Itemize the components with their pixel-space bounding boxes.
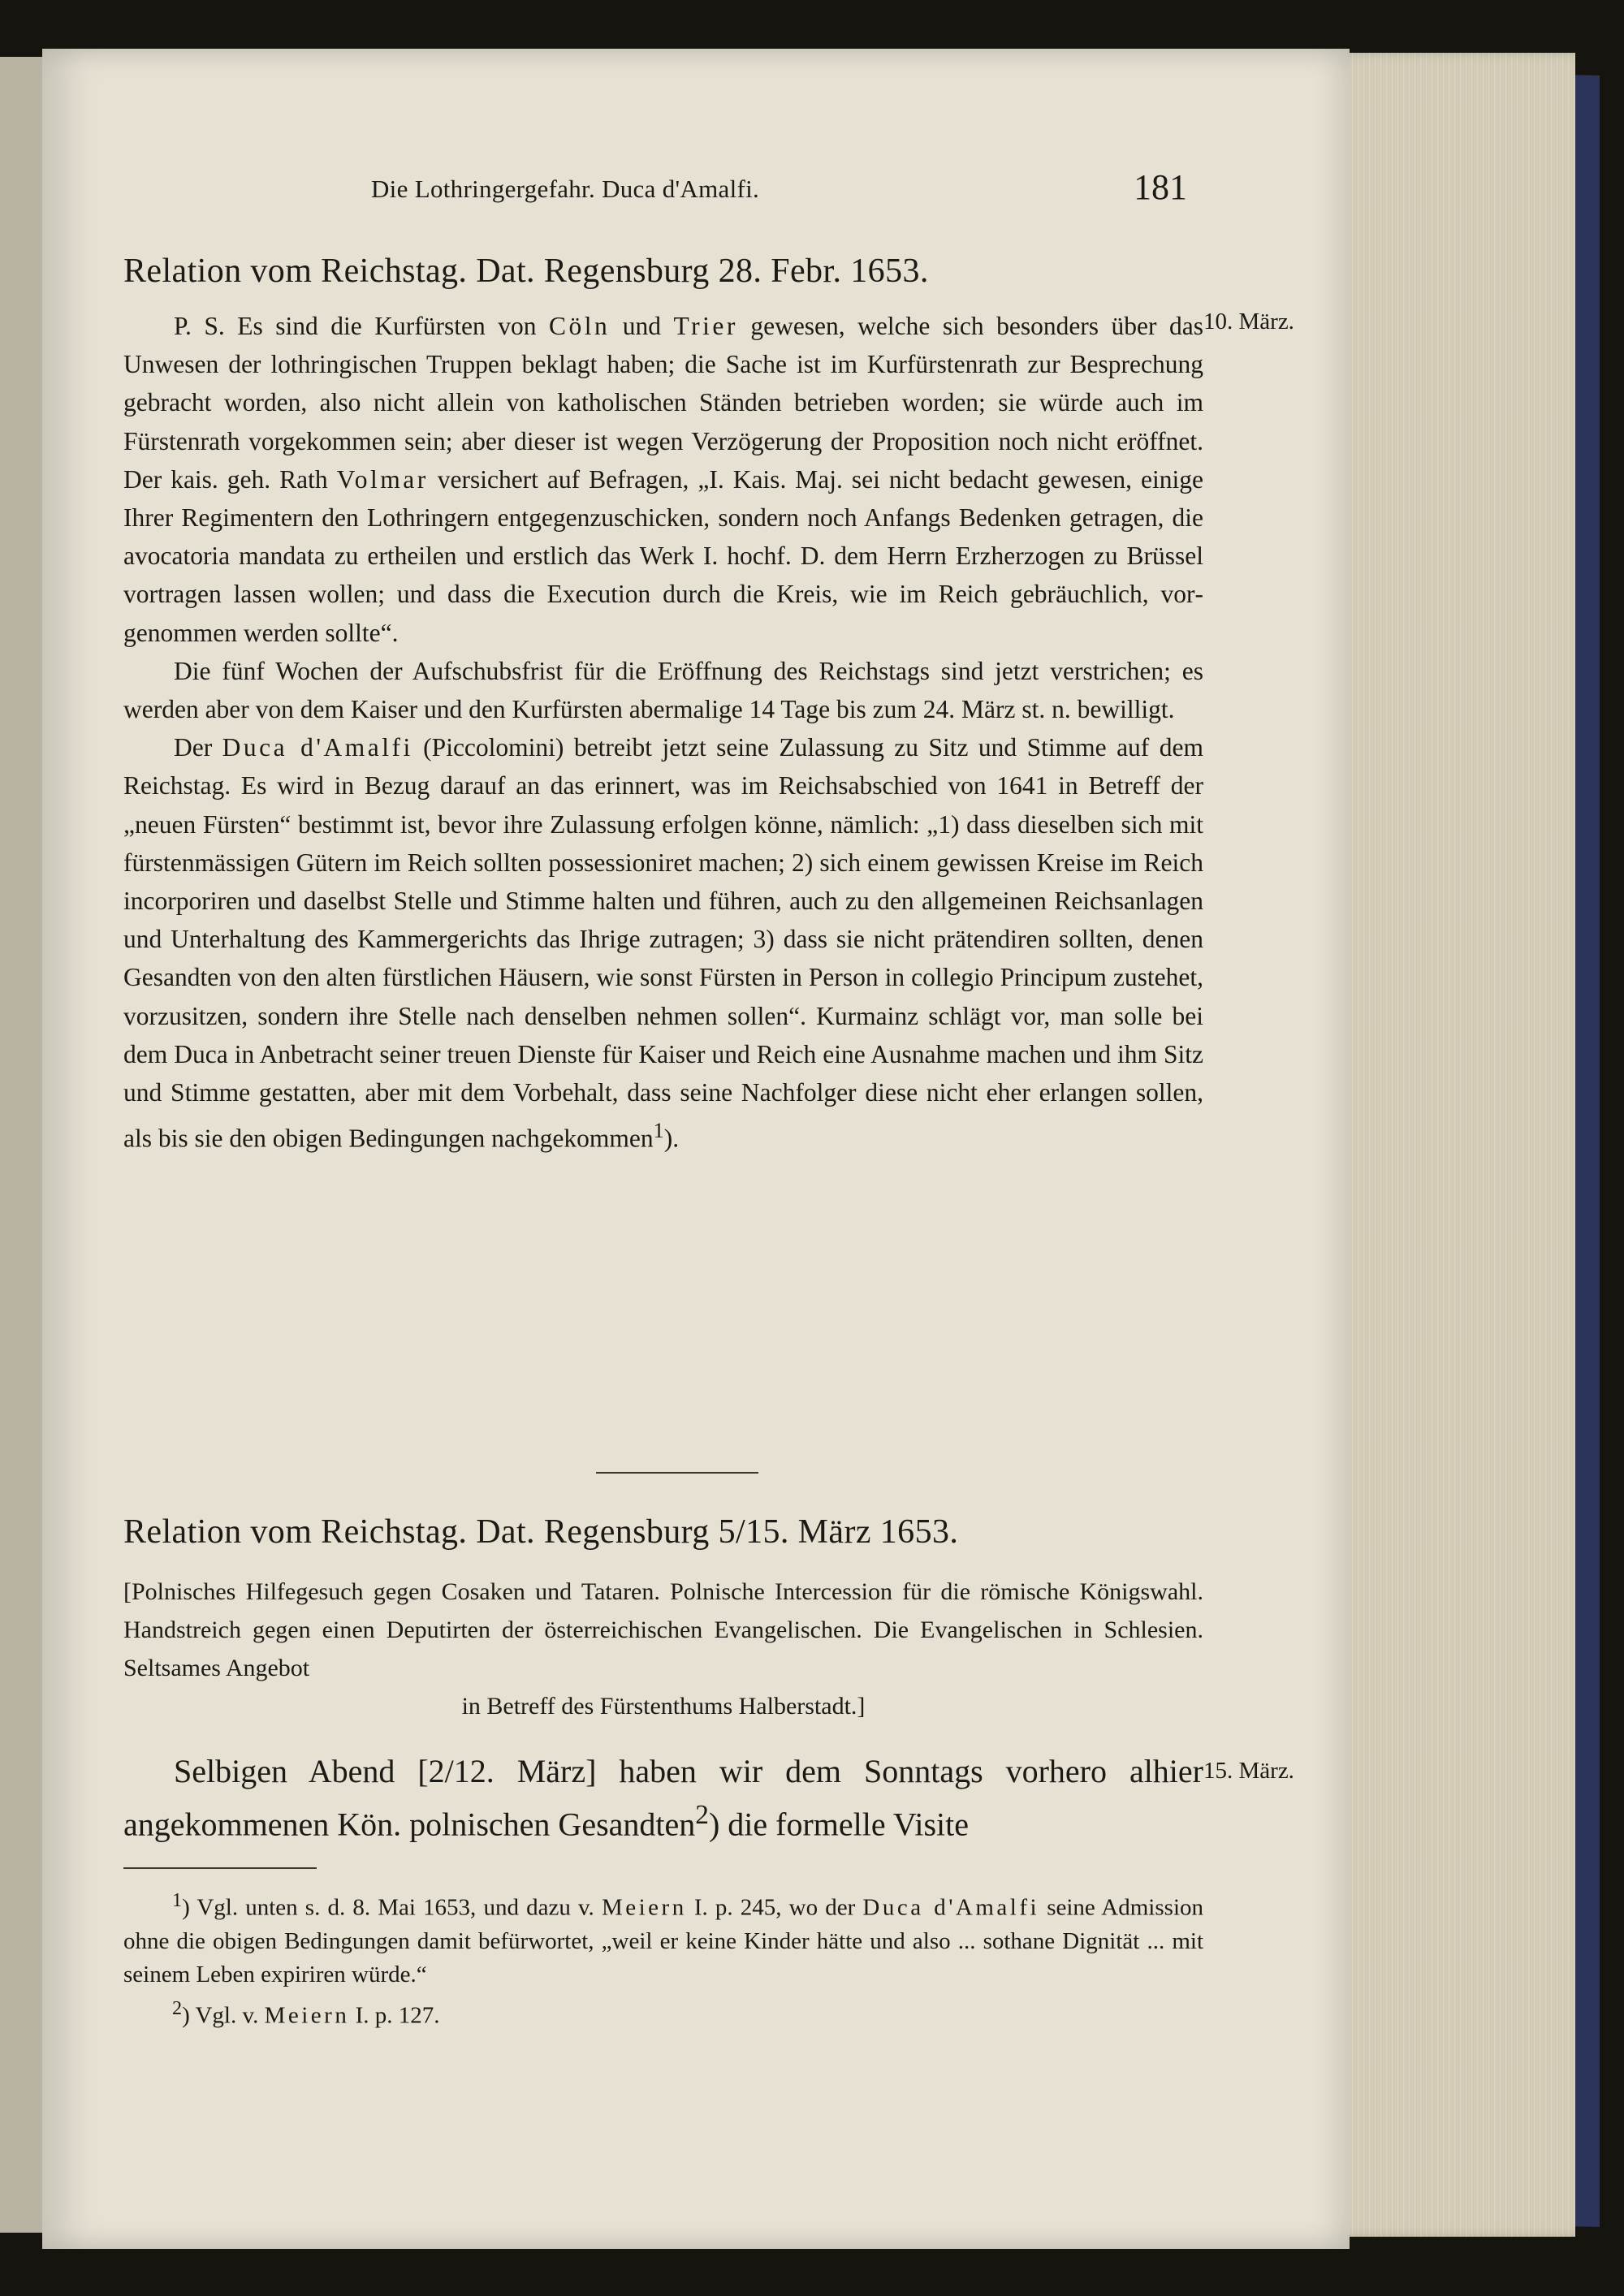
running-head: [371, 167, 1187, 223]
spaced-name-volmar: Volmar: [336, 464, 429, 494]
section-2-body: [123, 1750, 1203, 1846]
page-stack-edges: [1332, 53, 1575, 2237]
spaced-name-meiern-2: Meiern: [264, 2002, 350, 2029]
section-divider: [596, 1472, 758, 1474]
footnote-ref-1[interactable]: 1: [653, 1119, 664, 1143]
footnote-2: $^2$) Vgl. v. Meiern I. p. 127.: [172, 1996, 440, 2029]
paragraph-2: Die fünf Wochen der Aufschubsfrist für die Eröffnung des Reichstags sind jetzt verstrichen; es werden aber von dem Kaiser und den Kurfürsten abermalige 14 Tage bis zum 24. März st. n. bewilligt.: [123, 656, 1203, 724]
section-heading-2: Relation vom Reichstag. Dat. Regensburg 5/15. März 1653.: [123, 1513, 959, 1551]
running-head-title: Die Lothringergefahr. Duca d'Amalfi.: [371, 175, 760, 203]
page-number: 181: [1134, 167, 1187, 207]
summary-last-line: in Betreff des Fürstenthums Halberstadt.]: [461, 1693, 866, 1720]
spaced-name-duca-fn: Duca d'Amalfi: [862, 1894, 1040, 1921]
adjacent-page-edge: [0, 57, 45, 2233]
spaced-name-duca: Duca d'Amalfi: [222, 733, 413, 762]
margin-date-2: 15. März.: [1203, 1758, 1294, 1784]
summary-text: [Polnisches Hilfegesuch gegen Cosaken und Tataren. Polnische Intercession für die römische Königswahl. Handstreich gegen einen Deputirten der österreichischen Evangelischen. Die Evangelischen in Schlesien. Seltsames Angebot: [123, 1578, 1203, 1681]
section-1-body: [123, 307, 1203, 1158]
footnote-1: $^1$) Vgl. unten s. d. 8. Mai 1653, und dazu v. Meiern I. p. 245, wo der Duca d'Amalfi seine Admission ohne die obigen Bedingungen damit befürwortet, „weil er keine Kinder hätte und also ... sothane Dignität ... mit seinem Leben expiriren würde.“: [123, 1889, 1203, 1987]
paragraph-3: Der Duca d'Amalfi (Piccolomini) betreibt jetzt seine Zulassung zu Sitz und Stimme auf dem Reichstag. Es wird in Bezug darauf an das erinnert, was im Reichsabschied von 1641 in Betreff der „neuen Fürsten“ bestimmt ist, bevor ihre Zulassung erfolgen könne, nämlich: „1) dass dieselben sich mit fürstenmässigen Gütern im Reich sollten possessioniret machen; 2) sich einem gewissen Kreise im Reich incorporiren und daselbst Stelle und Stimme halten und führen, auch zu den allgemeinen Reichsanlagen und Unterhaltung des Kammergerichts das Ihrige zutragen; 3) dass sie nicht prätendiren sollten, denen Gesandten von den alten fürstlichen Häusern, wie sonst Fürsten in Person in collegio Principum zustehet, vorzusitzen, sondern ihre Stelle nach denselben nehmen sollen“. Kurmainz schlägt vor, man solle bei dem Duca in Anbetracht seiner treuen Dienste für Kaiser und Reich eine Ausnahme machen und ihm Sitz und Stimme gestatten, aber mit dem Vorbehalt, dass seine Nachfolger diese nicht eher erlangen sollen, als bis sie den obigen Bedingungen nachgekommen$^1$).: [123, 733, 1203, 1153]
footnote-ref-2[interactable]: 2: [695, 1800, 709, 1830]
margin-date-1: 10. März.: [1203, 309, 1294, 334]
spaced-name-trier: Trier: [673, 312, 738, 340]
paragraph-4: Selbigen Abend [2/12. März] haben wir dem Sonntags vorhero alhier angekommenen Kön. polnischen Gesandten$^2$) die formelle Visite: [123, 1753, 1203, 1843]
footnote-rule: [123, 1867, 317, 1869]
book-page: [42, 49, 1350, 2249]
spaced-name-coln: Cöln: [548, 312, 611, 340]
footnotes: [123, 1884, 1203, 2032]
paragraph-1: P. S. Es sind die Kurfürsten von Cöln und Trier gewesen, welche sich besonders über das Unwesen der lothringischen Truppen beklagt haben; die Sache ist im Kurfürstenrath zur Besprechung gebracht worden, also nicht allein von katholischen Ständen betrieben worden; sie würde auch im Fürstenrath vorgekommen sein; aber dieser ist wegen Verzögerung der Proposition noch nicht eröffnet. Der kais. geh. Rath Volmar versichert auf Befragen, „I. Kais. Maj. sei nicht bedacht gewesen, einige Ihrer Regimentern den Lothringern entgegenzuschicken, sondern noch Anfangs Bedenken getragen, die avocatoria mandata zu ertheilen und erstlich das Werk I. hochf. D. dem Herrn Erzherzogen zu Brüssel vortragen lassen wollen; und dass die Execution durch die Kreis, wie im Reich gebräuchlich, vorgenommen werden sollte“.: [123, 312, 1204, 647]
section-heading-1: Relation vom Reichstag. Dat. Regensburg 28. Febr. 1653.: [123, 252, 929, 290]
section-2-summary: [123, 1573, 1203, 1725]
spaced-name-meiern: Meiern: [601, 1894, 687, 1921]
